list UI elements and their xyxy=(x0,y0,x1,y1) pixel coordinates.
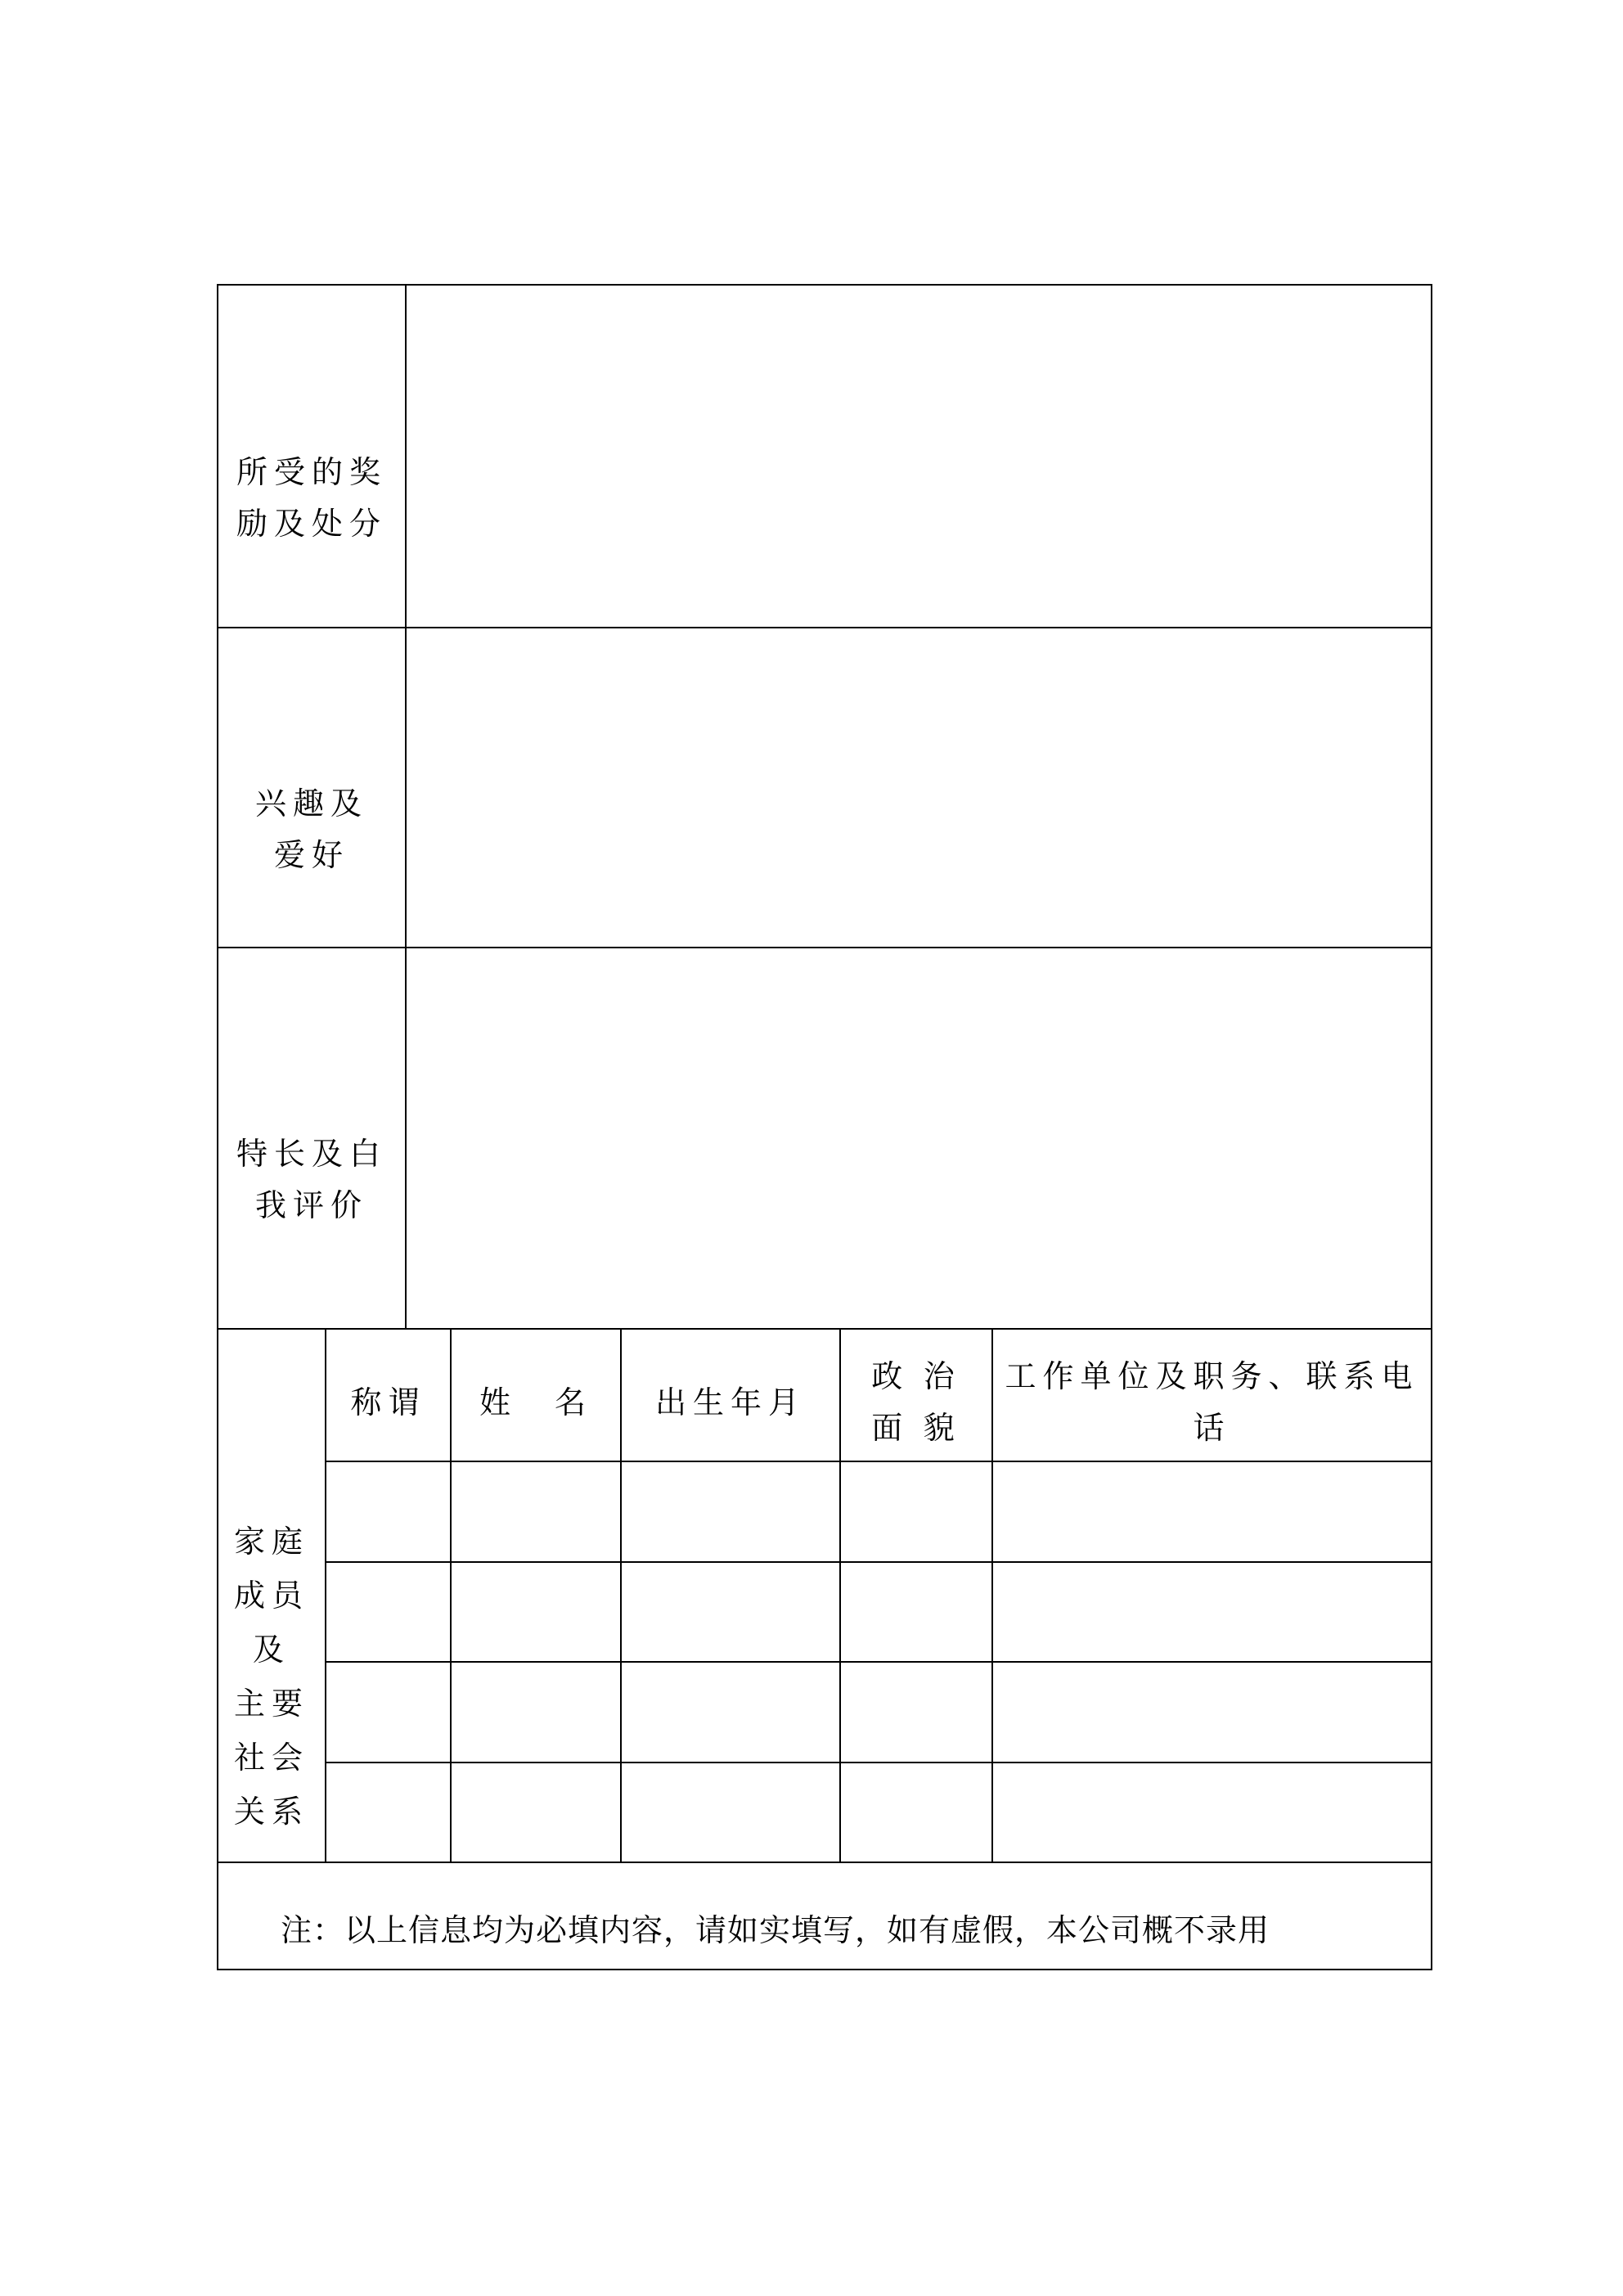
family-cell-name[interactable] xyxy=(452,1763,622,1862)
awards-punishments-label xyxy=(236,448,387,551)
specialties-self-evaluation-field[interactable] xyxy=(407,948,1431,1328)
family-cell-birthdate[interactable] xyxy=(622,1563,841,1662)
family-col-header-title-text: 称谓 xyxy=(350,1385,426,1420)
family-col-header-political-status xyxy=(841,1330,993,1461)
family-cell-title[interactable] xyxy=(326,1462,452,1561)
interests-hobbies-label-cell xyxy=(218,628,407,947)
family-cell-political-status[interactable] xyxy=(841,1663,993,1762)
family-members-label xyxy=(234,1515,309,1839)
political-status-line-1: 政 治 xyxy=(871,1360,961,1394)
family-col-header-workunit-phone xyxy=(993,1330,1431,1461)
family-label-line-3: 及 xyxy=(252,1633,290,1668)
family-cell-title[interactable] xyxy=(326,1563,452,1662)
note-text: 注：以上信息均为必填内容，请如实填写，如有虚假，本公司概不录用 xyxy=(281,1914,1270,1948)
family-label-line-6: 关系 xyxy=(233,1795,309,1830)
family-cell-birthdate[interactable] xyxy=(622,1663,841,1762)
family-cell-title[interactable] xyxy=(326,1663,452,1762)
awards-punishments-field[interactable] xyxy=(407,286,1431,627)
family-cell-name[interactable] xyxy=(452,1663,622,1762)
family-cell-political-status[interactable] xyxy=(841,1763,993,1862)
specialties-label-line-1: 特长及白 xyxy=(236,1137,387,1172)
note-cell xyxy=(218,1863,1431,1969)
awards-label-line-2: 励及处分 xyxy=(236,506,387,542)
family-label-line-1: 家庭 xyxy=(233,1525,309,1560)
family-label-line-2: 成员 xyxy=(233,1579,309,1614)
specialties-self-evaluation-row xyxy=(218,948,1431,1330)
family-cell-birthdate[interactable] xyxy=(622,1462,841,1561)
family-members-label-cell xyxy=(218,1330,326,1862)
family-col-header-name-text: 姓 名 xyxy=(479,1385,592,1420)
interests-hobbies-field[interactable] xyxy=(407,628,1431,947)
application-form-table xyxy=(217,284,1432,1970)
family-cell-workunit-phone[interactable] xyxy=(993,1563,1431,1662)
family-col-header-birthdate-text: 出生年月 xyxy=(654,1385,806,1420)
family-col-header-title xyxy=(326,1330,452,1461)
family-cell-workunit-phone[interactable] xyxy=(993,1763,1431,1862)
specialties-self-evaluation-label-cell xyxy=(218,948,407,1328)
interests-label-line-2: 爱好 xyxy=(273,838,349,873)
family-table-header-row xyxy=(326,1330,1431,1462)
family-data-row-3 xyxy=(326,1663,1431,1763)
interests-label-line-1: 兴趣及 xyxy=(254,786,368,822)
family-cell-workunit-phone[interactable] xyxy=(993,1462,1431,1561)
family-col-header-political-status-text xyxy=(871,1352,961,1455)
family-col-header-birthdate xyxy=(622,1330,841,1461)
family-data-row-2 xyxy=(326,1563,1431,1663)
awards-punishments-label-cell xyxy=(218,286,407,627)
family-label-line-4: 主要 xyxy=(233,1687,309,1722)
note-row xyxy=(218,1863,1431,1969)
family-col-header-name xyxy=(452,1330,622,1461)
family-col-header-workunit-phone-text: 工作单位及职务、联系电话 xyxy=(1005,1360,1419,1446)
family-cell-political-status[interactable] xyxy=(841,1563,993,1662)
family-data-row-4 xyxy=(326,1763,1431,1862)
family-cell-workunit-phone[interactable] xyxy=(993,1663,1431,1762)
specialties-self-evaluation-label xyxy=(236,1129,387,1232)
awards-punishments-row xyxy=(218,286,1431,628)
family-cell-name[interactable] xyxy=(452,1563,622,1662)
political-status-line-2: 面 貌 xyxy=(871,1411,961,1446)
family-label-line-5: 社会 xyxy=(233,1741,309,1776)
awards-label-line-1: 所受的奖 xyxy=(236,455,387,490)
family-members-section xyxy=(218,1330,1431,1863)
family-members-table xyxy=(326,1330,1431,1862)
interests-hobbies-row xyxy=(218,628,1431,948)
family-cell-birthdate[interactable] xyxy=(622,1763,841,1862)
interests-hobbies-label xyxy=(255,779,368,882)
family-data-row-1 xyxy=(326,1462,1431,1563)
family-cell-title[interactable] xyxy=(326,1763,452,1862)
specialties-label-line-2: 我评价 xyxy=(254,1189,368,1223)
family-cell-political-status[interactable] xyxy=(841,1462,993,1561)
family-cell-name[interactable] xyxy=(452,1462,622,1561)
